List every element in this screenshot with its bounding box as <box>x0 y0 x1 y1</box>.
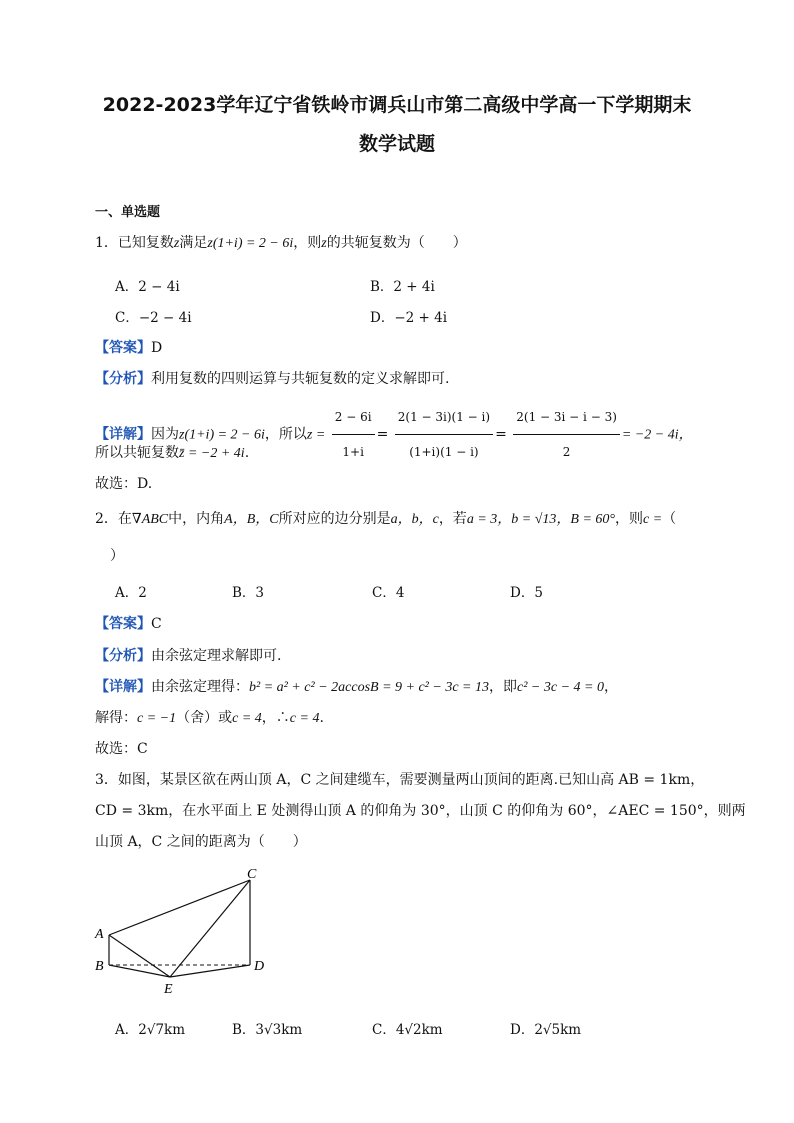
q2-stem-abc: a，b，c <box>390 512 439 527</box>
q2-solve-eq1: c = −1 <box>137 711 177 726</box>
q2-analysis-text: 由余弦定理求解即可. <box>151 648 282 664</box>
q2-analysis <box>95 646 281 666</box>
q2-answer-value: C <box>151 616 162 632</box>
q2-stem-f: （ <box>662 511 677 527</box>
label-c: C <box>247 867 257 882</box>
segment-ac <box>109 880 250 935</box>
q1-stem-d: 的共轭复数为（ ） <box>326 235 467 251</box>
q3-option-a: A．2√7km <box>115 1022 186 1038</box>
q2-stem-vars: A，B，C <box>224 512 279 527</box>
q1-f3-den: 2 <box>562 445 571 459</box>
q2-option-d: D．5 <box>510 585 543 601</box>
q1-detail-b: ，所以 <box>264 426 307 443</box>
q1-detail: 【详解】因为z(1+i) = 2 − 6i，所以z = $\frac{2 - 6i}{1+i}$ = $\frac{2(1 - 3i)(1 - i)}{(1+i)(1 - i)}$ = $\frac{2(1 - 3i - i - 3)}{2}$ = −2 − 4i， <box>95 400 693 469</box>
segment-ce <box>170 880 250 977</box>
q2-detail-b: ，即 <box>489 679 517 695</box>
exam-title-line2: 数学试题 <box>358 133 435 155</box>
label-d: D <box>254 959 265 974</box>
q2-option-a: A．2 <box>115 585 147 601</box>
q1-f1-num: 2 − 6i <box>332 400 375 435</box>
q3-stem-line3: 山顶 A，C 之间的距离为（ ） <box>95 834 307 850</box>
q1-analysis <box>95 369 449 389</box>
q1-stem <box>95 233 467 254</box>
q2-solve <box>95 708 324 729</box>
q1-option-a: A．2 − 4i <box>115 279 180 295</box>
section-heading: 一、单选题 <box>95 205 161 220</box>
q3-stem-line1: 3．如图，某景区欲在两山顶 A，C 之间建缆车，需要测量两山顶间的距离.已知山高 AB = 1km， <box>95 772 705 788</box>
q1-stem-c: ，则 <box>293 235 322 251</box>
q2-stem-e: ，则 <box>615 511 643 527</box>
q1-stem-z2: z <box>321 236 327 251</box>
q2-solve-end: . <box>319 710 324 726</box>
q1-detail-a: 因为 <box>151 426 179 443</box>
label-e: E <box>164 982 173 997</box>
q1-detail-z: z = <box>306 427 326 443</box>
q2-detail <box>95 677 618 698</box>
q1-answer <box>95 338 162 358</box>
q1-f2-den: (1+i)(1 − i) <box>409 445 479 459</box>
q2-detail-eq: b² = a² + c² − 2accosB = 9 + c² − 3c = 13 <box>249 680 489 695</box>
q2-stem <box>95 509 676 530</box>
q3-option-c: C．4√2km <box>372 1022 443 1038</box>
q1-conj-a: 所以共轭复数 <box>95 445 179 461</box>
q2-detail-tag: 【详解】 <box>95 679 151 695</box>
q1-answer-value: D <box>151 340 163 356</box>
q2-stem-c: 所对应的边分别是 <box>278 511 391 527</box>
q2-detail-a: 由余弦定理得： <box>151 679 249 695</box>
q1-stem-eq: z(1+i) = 2 − 6i <box>207 236 294 251</box>
segment-de <box>170 965 250 977</box>
q2-solve-eq2: c = 4 <box>232 711 262 726</box>
q1-fraction-2 <box>395 400 493 469</box>
q2-stem-b: 中，内角 <box>168 511 225 527</box>
q2-solve-c: ，∴ <box>261 710 290 726</box>
q2-stem-d: ，若 <box>438 511 467 527</box>
q2-choose: 故选：C <box>95 741 148 757</box>
q2-stem-ask: c = <box>643 512 663 527</box>
q3-option-d: D．2√5km <box>510 1022 582 1038</box>
q3-figure <box>90 862 280 997</box>
q1-stem-z: z <box>173 236 180 251</box>
q2-option-b: B．3 <box>232 585 265 601</box>
q2-stem-close: ） <box>110 548 124 564</box>
q1-detail-eq1: z(1+i) = 2 − 6i <box>179 427 265 443</box>
q1-option-b: B．2 + 4i <box>370 279 435 295</box>
q2-stem-cond: a = 3，b = √13，B = 60° <box>466 512 615 527</box>
q2-answer-tag: 【答案】 <box>95 616 151 632</box>
q1-conjugate <box>95 443 249 464</box>
q1-answer-tag: 【答案】 <box>95 340 151 356</box>
q2-detail-eq2: c² − 3c − 4 = 0 <box>517 680 604 695</box>
q2-detail-c: ， <box>603 679 618 695</box>
q1-choose: 故选：D. <box>95 476 153 492</box>
q1-stem-b: 满足 <box>179 235 208 251</box>
label-b: B <box>95 959 104 974</box>
q1-option-c: C．−2 − 4i <box>115 310 192 326</box>
q1-f2-num: 2(1 − 3i)(1 − i) <box>395 400 493 435</box>
q2-option-c: C．4 <box>372 585 405 601</box>
exam-title-line1: 2022-2023学年辽宁省铁岭市调兵山市第二高级中学高一下学期期末 <box>102 94 692 116</box>
q1-detail-tag: 【详解】 <box>95 426 151 443</box>
q1-option-d: D．−2 + 4i <box>370 310 448 326</box>
q2-analysis-tag: 【分析】 <box>95 648 151 664</box>
q1-detail-tail: = −2 − 4i， <box>621 427 693 443</box>
q1-analysis-text: 利用复数的四则运算与共轭复数的定义求解即可. <box>151 371 450 387</box>
q2-solve-a: 解得： <box>95 710 137 726</box>
q3-option-b: B．3√3km <box>232 1022 303 1038</box>
q2-stem-a: 2．在 <box>95 511 132 527</box>
q1-stem-a: 1．已知复数 <box>95 235 174 251</box>
q2-solve-eq3: c = 4 <box>289 711 320 726</box>
q1-fraction-3 <box>513 400 620 469</box>
label-a: A <box>95 927 104 942</box>
q1-conj-end: . <box>244 445 250 461</box>
q1-conj-eq: z̄ = −2 + 4i <box>179 446 245 461</box>
q1-f1-den: 1+i <box>342 445 364 459</box>
q1-fraction-1 <box>332 400 375 469</box>
q2-solve-b: （舍）或 <box>176 710 233 726</box>
q1-f3-num: 2(1 − 3i − i − 3) <box>513 400 620 435</box>
q2-stem-tri: ∇ABC <box>131 512 169 527</box>
q2-answer <box>95 614 162 634</box>
q3-stem-line2: CD = 3km，在水平面上 E 处测得山顶 A 的仰角为 30°，山顶 C 的仰角为 60°，∠AEC = 150°，则两 <box>95 803 746 819</box>
q1-analysis-tag: 【分析】 <box>95 371 151 387</box>
